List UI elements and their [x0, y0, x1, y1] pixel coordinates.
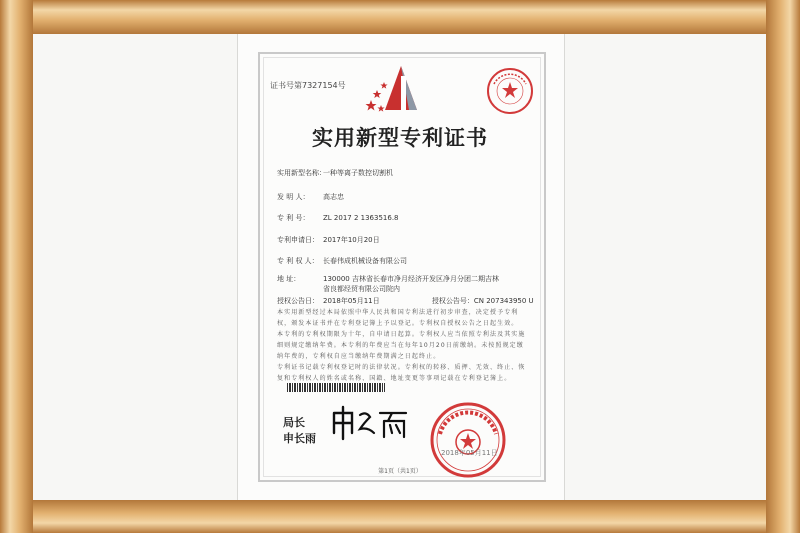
- signature-name: 申长雨: [283, 432, 316, 445]
- field-value: 高志忠: [323, 193, 344, 201]
- field-row-patentee: [277, 256, 407, 266]
- legal-paragraph-1: 本实用新型经过本局依照中华人民共和国专利法进行初步审查，决定授予专利权，颁发本证书并在专利登记簿上予以登记。专利权自授权公告之日起生效。: [277, 309, 519, 327]
- field-value: 长春伟成机械设备有限公司: [323, 257, 407, 265]
- field-value: 130000 吉林省长春市净月经济开发区净月分团二期吉林: [323, 275, 499, 283]
- field-label: 专利申请日：: [277, 236, 319, 244]
- certificate-title: 实用新型专利证书: [312, 126, 488, 150]
- certificate-number: 证书号第7327154号: [270, 81, 346, 90]
- field-label: 授权公告日：: [277, 297, 319, 305]
- field-value: 一种等离子数控切割机: [323, 169, 393, 177]
- frame-right: [766, 0, 800, 533]
- field-label: 实用新型名称：: [277, 169, 326, 177]
- address-line-2: 省良都经贸有限公司院内: [323, 285, 400, 293]
- logo-star: [373, 90, 382, 98]
- field-label: 地 址：: [277, 275, 301, 283]
- seal-stamp-top-icon: [485, 66, 535, 116]
- page-number: 第1页（共1页）: [378, 468, 422, 475]
- field-label: 专 利 号：: [277, 214, 310, 222]
- handwritten-signature-icon: [330, 405, 410, 441]
- grant-publication-no: 授权公告号：CN 207343950 U: [431, 297, 534, 305]
- field-row-filing-date: [277, 235, 380, 245]
- barcode: [287, 383, 385, 392]
- frame-top: [0, 0, 800, 34]
- logo-star: [380, 82, 387, 89]
- legal-paragraph-2: 本专利的专利权期限为十年，自申请日起算。专利权人应当依照专利法及其实施细则规定缴纳年费。本专利的年费应当在每年10月20日前缴纳。未按照规定缴纳年费的，专利权自应当缴纳年费期满之日起终止。: [277, 331, 526, 360]
- patent-office-logo-icon: [365, 60, 437, 116]
- field-value: 2017年10月20日: [323, 236, 380, 244]
- logo-star: [366, 100, 377, 111]
- logo-bar: [401, 76, 406, 110]
- field-row-patent-no: [277, 213, 399, 223]
- frame-bottom: [0, 500, 800, 533]
- signature-title: 局长: [283, 416, 305, 429]
- legal-paragraph-3: 专利证书记载专利权登记时的法律状况。专利权的转移、质押、无效、终止、恢复和专利权人的姓名或名称、国籍、地址变更等事项记载在专利登记簿上。: [277, 364, 526, 382]
- logo-star: [377, 105, 384, 112]
- field-row-name: [277, 168, 393, 178]
- field-value: 2018年05月11日: [323, 297, 380, 305]
- field-label: 发 明 人：: [277, 193, 310, 201]
- field-row-address: [277, 274, 499, 284]
- field-row-inventor: [277, 192, 344, 202]
- field-row-grant: [277, 296, 534, 306]
- field-value: ZL 2017 2 1363516.8: [323, 214, 399, 222]
- frame-left: [0, 0, 33, 533]
- field-label: 专 利 权 人：: [277, 257, 319, 265]
- stamp-date: 2018年05月11日: [441, 449, 498, 457]
